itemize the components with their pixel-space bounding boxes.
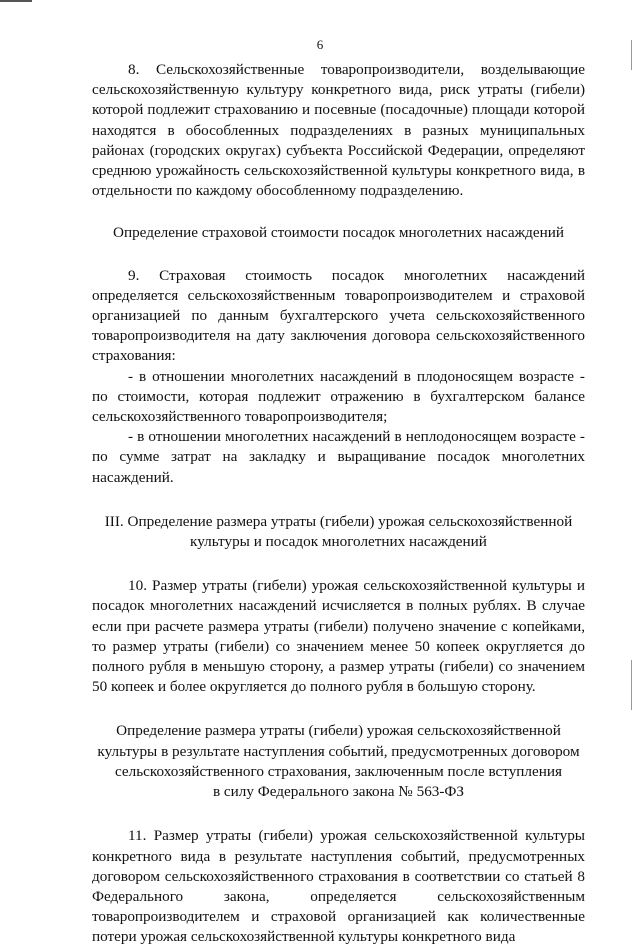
document-body bbox=[92, 60, 585, 948]
section-3-heading bbox=[92, 512, 585, 552]
paragraph-9-item-1: - в отношении многолетних насаждений в плодоносящем возрасте - по стоимости, которая подлежит отражению в бухгалтерском балансе сельскохозяйственного товаропроизводителя; bbox=[92, 367, 585, 426]
section-3-heading-line-2: культуры и посадок многолетних насаждений bbox=[190, 533, 487, 551]
section-3-heading-line-1: III. Определение размера утраты (гибели) урожая сельскохозяйственной bbox=[104, 512, 573, 530]
subheading-563-fz bbox=[92, 721, 585, 802]
scan-edge-mark bbox=[0, 0, 32, 2]
subheading-563-line-4: в силу Федерального закона № 563-ФЗ bbox=[212, 783, 465, 801]
scan-edge-mark-right-bottom bbox=[631, 660, 632, 710]
subheading-563-line-1: Определение размера утраты (гибели) урожая сельскохозяйственной bbox=[116, 722, 561, 740]
page-number: 6 bbox=[316, 37, 324, 52]
paragraph-8: 8. Сельскохозяйственные товаропроизводители, возделывающие сельскохозяйственную культуру конкретного вида, риск утраты (гибели) которой подлежит страхованию и посевные (посадочные) площади которой находятся в обособленных подразделениях в разных муниципальных районах (городских округах) субъекта Российской Федерации, определяют среднюю урожайность сельскохозяйственной культуры конкретного вида, в отдельности по каждому обособленному подразделению. bbox=[92, 61, 585, 200]
paragraph-10: 10. Размер утраты (гибели) урожая сельскохозяйственной культуры и посадок многолетних насаждений исчисляется в полных рублях. В случае если при расчете размера утраты (гибели) получено значение с копейками, то размер утраты (гибели) со значением менее 50 копеек округляется до полного рубля в меньшую сторону, а размер утраты (гибели) со значением 50 копеек и более округляется до полного рубля в большую сторону. bbox=[92, 577, 585, 696]
paragraph-9: 9. Страховая стоимость посадок многолетних насаждений определяется сельскохозяйственным товаропроизводителем и страховой организацией по данным бухгалтерского учета сельскохозяйственного товаропроизводителя на дату заключения договора сельскохозяйственного страхования: bbox=[92, 266, 585, 365]
subheading-563-line-3: сельскохозяйственного страхования, заключенным после вступления bbox=[114, 762, 562, 780]
subheading-563-line-2: культуры в результате наступления событий, предусмотренных договором bbox=[97, 742, 580, 760]
paragraph-11: 11. Размер утраты (гибели) урожая сельскохозяйственной культуры конкретного вида в результате наступления событий, предусмотренных договором сельскохозяйственного страхования в соответствии со статьей 8 Федерального закона, определяется сельскохозяйственным товаропроизводителем и страховой организацией как количественные потери урожая сельскохозяйственной культуры конкретного вида bbox=[92, 827, 585, 946]
subheading-perennial-insured-value: Определение страховой стоимости посадок многолетних насаждений bbox=[112, 224, 564, 242]
paragraph-9-item-2: - в отношении многолетних насаждений в неплодоносящем возрасте - по сумме затрат на закладку и выращивание посадок многолетних насаждений. bbox=[92, 428, 585, 486]
